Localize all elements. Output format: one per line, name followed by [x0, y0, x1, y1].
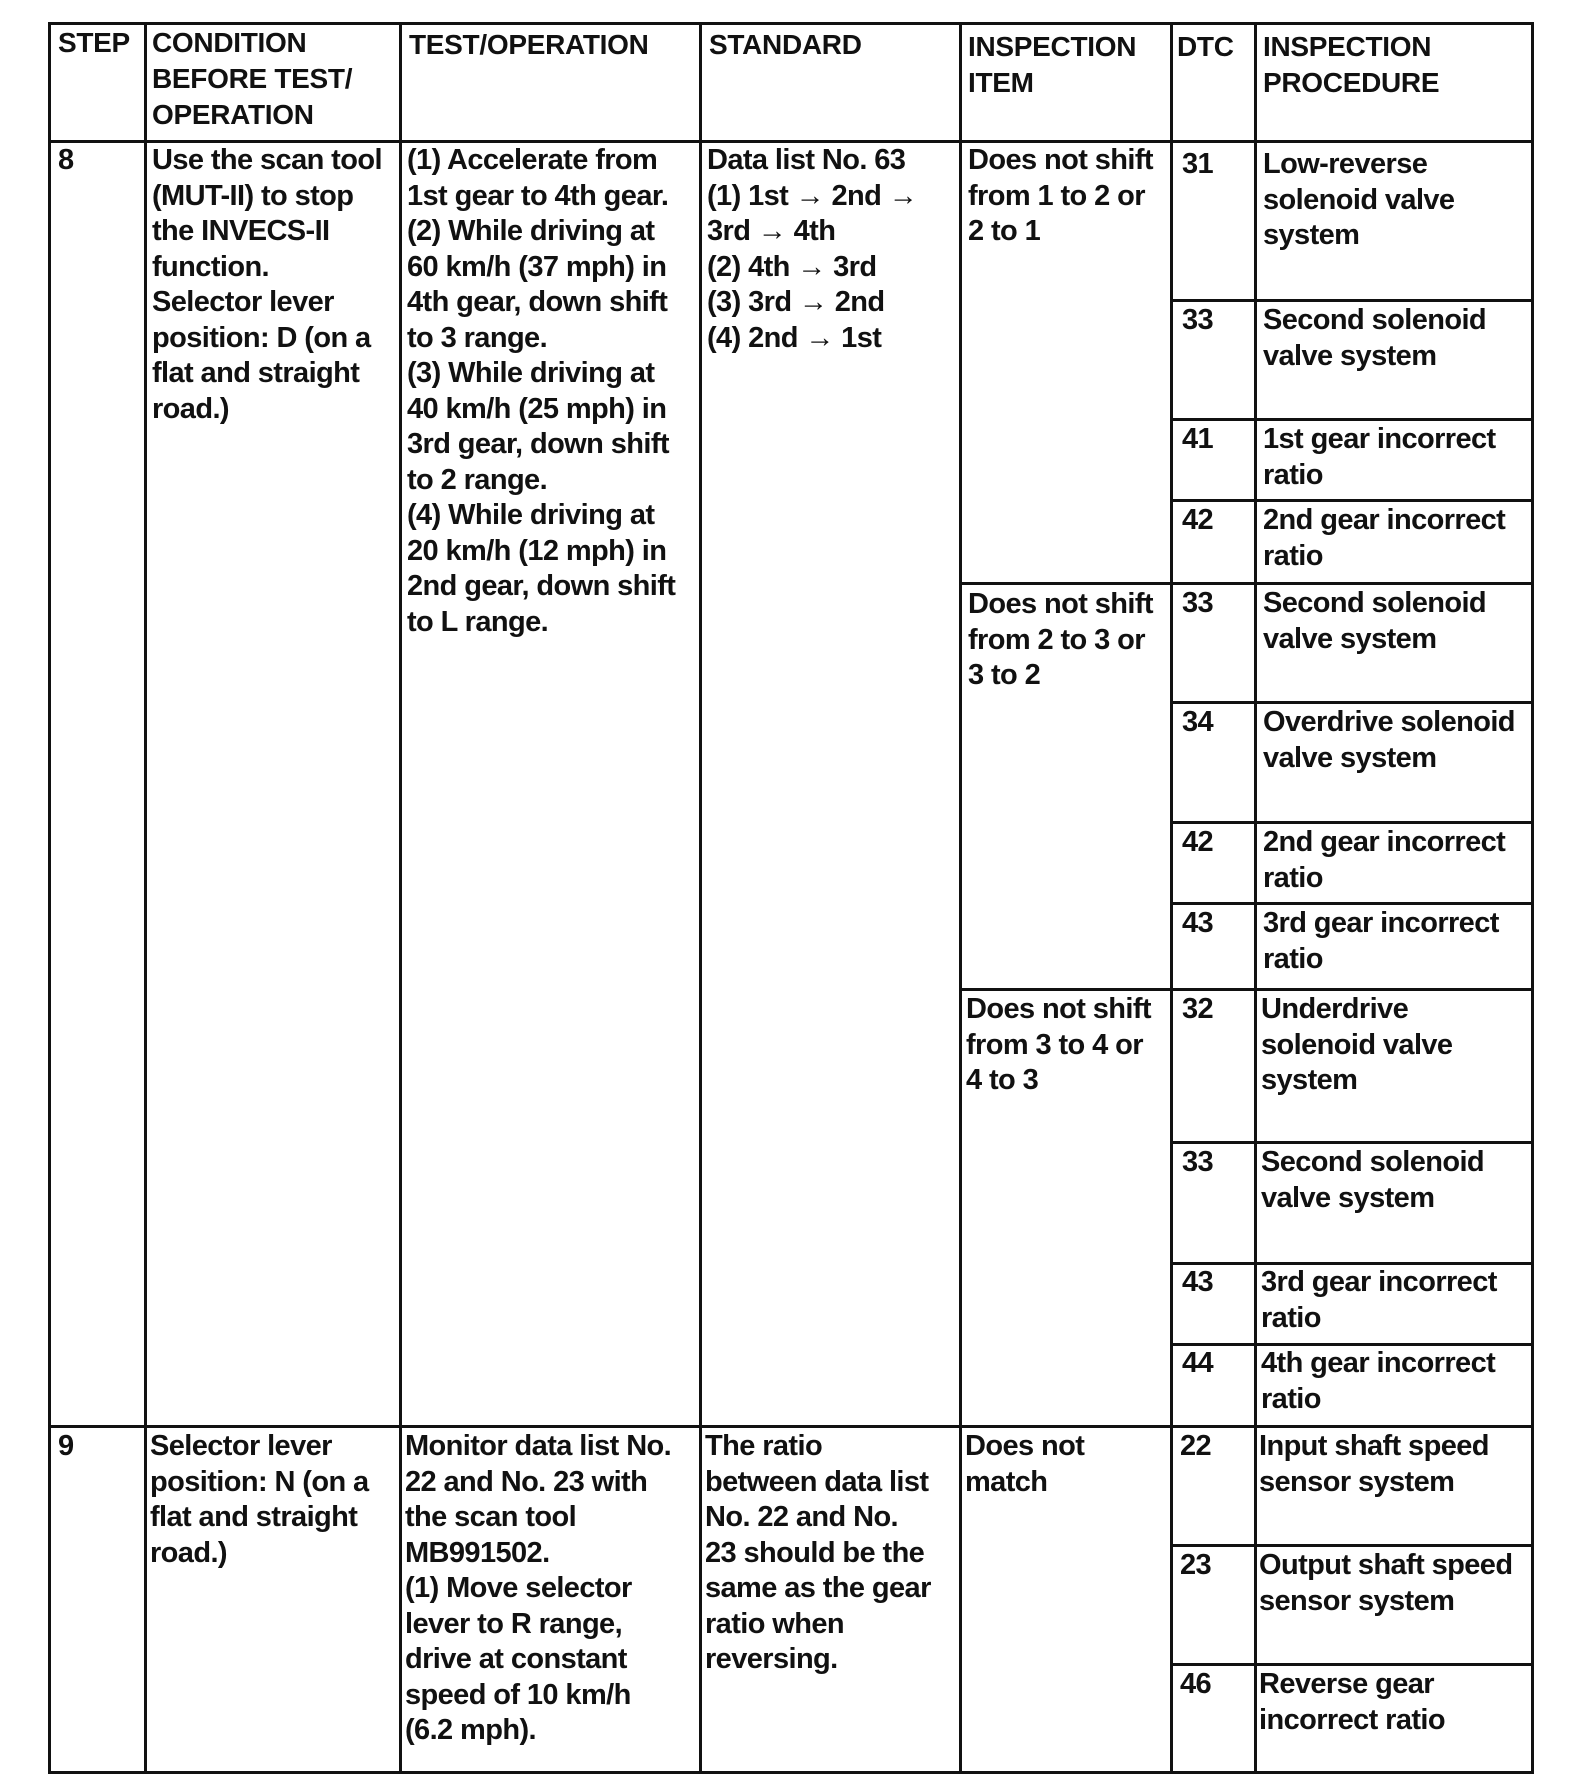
item-divider	[959, 988, 1531, 991]
column-divider	[399, 25, 402, 1771]
header-standard: STANDARD	[709, 29, 862, 60]
dtc-procedure: Low-reverse solenoid valve system	[1263, 148, 1455, 251]
dtc-procedure: Reverse gear incorrect ratio	[1259, 1668, 1445, 1736]
dtc-code: 32	[1182, 993, 1214, 1025]
dtc-procedure: Output shaft speed sensor system	[1259, 1549, 1513, 1617]
dtc-procedure: Second solenoid valve system	[1263, 304, 1487, 372]
dtc-code: 34	[1182, 706, 1214, 738]
dtc-divider	[1170, 418, 1531, 421]
dtc-code: 46	[1180, 1668, 1212, 1700]
dtc-procedure: Input shaft speed sensor system	[1259, 1430, 1489, 1498]
dtc-code: 33	[1182, 304, 1214, 336]
column-divider	[1254, 25, 1257, 1771]
dtc-divider	[1170, 499, 1531, 502]
inspection-item: Does not match	[965, 1430, 1085, 1498]
dtc-procedure: Underdrive solenoid valve system	[1261, 993, 1453, 1096]
header-step: STEP	[58, 27, 130, 58]
dtc-code: 43	[1182, 907, 1214, 939]
inspection-item: Does not shift from 1 to 2 or 2 to 1	[968, 144, 1153, 247]
dtc-code: 42	[1182, 826, 1214, 858]
step-divider	[51, 1425, 1531, 1428]
header-condition: CONDITION BEFORE TEST/ OPERATION	[152, 27, 353, 130]
column-divider	[699, 25, 702, 1771]
dtc-code: 43	[1182, 1266, 1214, 1298]
dtc-procedure: 3rd gear incorrect ratio	[1261, 1266, 1497, 1334]
column-divider	[959, 25, 962, 1771]
dtc-divider	[1170, 1663, 1531, 1666]
header-test-operation: TEST/OPERATION	[409, 29, 649, 60]
dtc-code: 41	[1182, 423, 1214, 455]
test-operation-text: (1) Accelerate from 1st gear to 4th gear. (2) While driving at 60 km/h (37 mph) in 4th gear, down shift to 3 range. (3) While driving at 40 km/h (25 mph) in 3rd gear, down shift to 2 range. (4) While driving at 20 km/h (12 mph) in 2nd gear, down shift to L range.	[407, 144, 676, 638]
item-divider	[959, 582, 1531, 585]
condition-text: Use the scan tool (MUT-II) to stop the INVECS-II function. Selector lever position: D (on a flat and straight road.)	[152, 144, 382, 425]
dtc-procedure: 3rd gear incorrect ratio	[1263, 907, 1499, 975]
dtc-divider	[1170, 1544, 1531, 1547]
dtc-procedure: Second solenoid valve system	[1263, 587, 1487, 655]
dtc-procedure: 2nd gear incorrect ratio	[1263, 504, 1506, 572]
dtc-procedure: Overdrive solenoid valve system	[1263, 706, 1515, 774]
header-inspection-item: INSPECTION ITEM	[968, 31, 1137, 98]
inspection-table	[48, 22, 1534, 1774]
dtc-divider	[1170, 821, 1531, 824]
step-number: 8	[58, 144, 74, 176]
inspection-item: Does not shift from 2 to 3 or 3 to 2	[968, 588, 1153, 691]
dtc-code: 33	[1182, 1146, 1214, 1178]
dtc-code: 22	[1180, 1430, 1212, 1462]
dtc-code: 44	[1182, 1347, 1214, 1379]
inspection-item: Does not shift from 3 to 4 or 4 to 3	[966, 993, 1151, 1096]
dtc-code: 23	[1180, 1549, 1212, 1581]
standard-text: The ratio between data list No. 22 and No. 23 should be the same as the gear ratio when reversing.	[705, 1430, 931, 1675]
dtc-code: 33	[1182, 587, 1214, 619]
header-inspection-procedure: INSPECTION PROCEDURE	[1263, 31, 1440, 98]
dtc-divider	[1170, 1141, 1531, 1144]
dtc-divider	[1170, 902, 1531, 905]
dtc-procedure: Second solenoid valve system	[1261, 1146, 1485, 1214]
standard-text: Data list No. 63 (1) 1st → 2nd → 3rd → 4th (2) 4th → 3rd (3) 3rd → 2nd (4) 2nd → 1st	[707, 144, 918, 354]
dtc-code: 42	[1182, 504, 1214, 536]
dtc-procedure: 4th gear incorrect ratio	[1261, 1347, 1496, 1415]
column-divider	[144, 25, 147, 1771]
dtc-divider	[1170, 299, 1531, 302]
test-operation-text: Monitor data list No. 22 and No. 23 with the scan tool MB991502. (1) Move selector lever to R range, drive at constant speed of 10 km/h (6.2 mph).	[405, 1430, 672, 1746]
condition-text: Selector lever position: N (on a flat and straight road.)	[150, 1430, 369, 1569]
dtc-procedure: 1st gear incorrect ratio	[1263, 423, 1496, 491]
step-number: 9	[58, 1430, 74, 1462]
dtc-code: 31	[1182, 148, 1214, 180]
header-dtc: DTC	[1177, 31, 1234, 62]
dtc-procedure: 2nd gear incorrect ratio	[1263, 826, 1506, 894]
column-divider	[1170, 25, 1173, 1771]
dtc-divider	[1170, 701, 1531, 704]
